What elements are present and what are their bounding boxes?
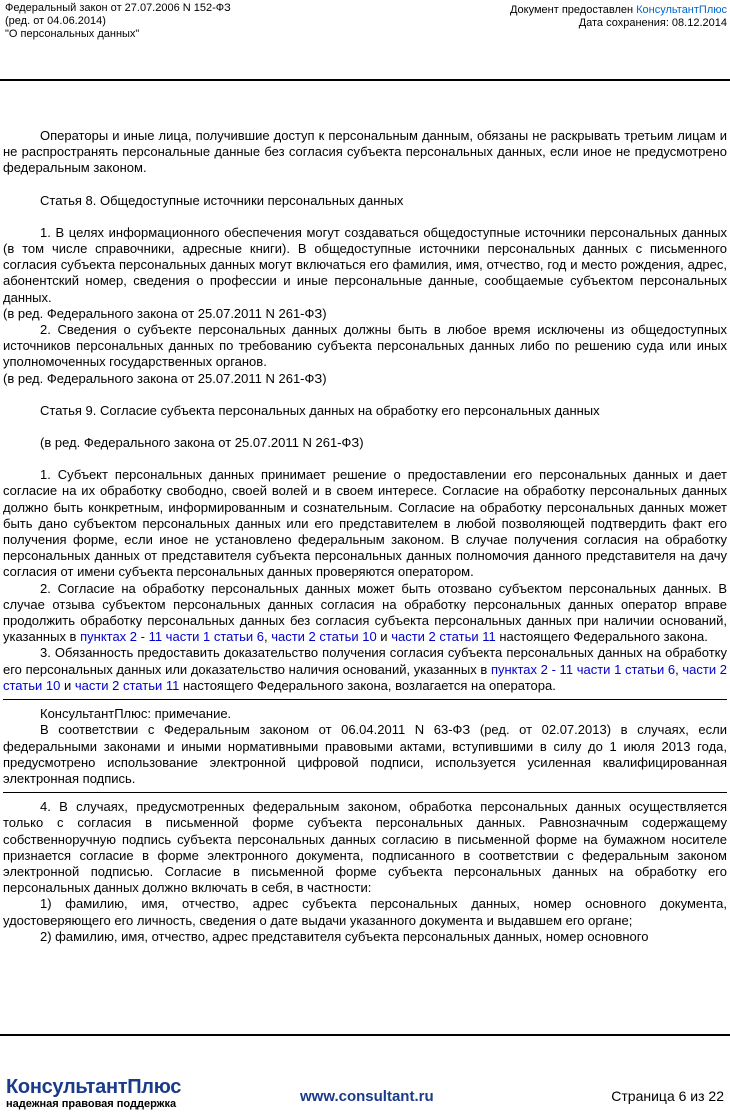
list-item: 2) фамилию, имя, отчество, адрес представителя субъекта персональных данных, номер основного	[40, 928, 649, 944]
logo-name: КонсультантПлюс	[6, 1076, 182, 1098]
link-art6[interactable]: пунктах 2 - 11 части 1 статьи 6	[490, 661, 676, 677]
page-number: Страница 6 из 22	[611, 1088, 724, 1104]
article-9-title: Статья 9. Согласие субъекта персональных данных на обработку его персональных данных	[40, 402, 600, 418]
note-title: КонсультантПлюс: примечание.	[40, 706, 232, 722]
provider-brand[interactable]: КонсультантПлюс	[636, 4, 727, 16]
saved-date: Дата сохранения: 08.12.2014	[578, 17, 727, 29]
paragraph: 2. Сведения о субъекте персональных данных должны быть в любое время исключены из общедоступных источников персональных данных по требованию субъекта персональных данных либо по решению суда или иных уполномоченных государственных органов.	[3, 322, 727, 370]
header-divider	[0, 79, 730, 81]
paragraph: 4. В случаях, предусмотренных федеральным законом, обработка персональных данных осуществляется только с согласия в письменной форме субъекта персональных данных. Равнозначным содержащему собственноручную подпись субъекта персональных данных согласию в письменной форме на бумажном носителе признается согласие в форме электронного документа, подписанного в соответствии с федеральным законом электронной подписью. Согласие в письменной форме субъекта персональных данных на обработку его персональных данных должно включать в себя, в частности:	[3, 799, 727, 896]
document-header-left	[5, 2, 231, 41]
document-header-right	[510, 4, 727, 30]
consultant-logo	[6, 1076, 181, 1111]
edition-note: (в ред. Федерального закона от 25.07.2011 N 261-ФЗ)	[3, 305, 327, 321]
edition-note: (в ред. Федерального закона от 25.07.2011 N 261-ФЗ)	[3, 370, 327, 386]
paragraph: Операторы и иные лица, получившие доступ к персональным данным, обязаны не раскрывать третьим лицам и не распространять персональные данные без согласия субъекта персональных данных, если иное не предусмотрено федеральным законом.	[3, 128, 727, 176]
law-name: "О персональных данных"	[5, 28, 140, 40]
article-8-title: Статья 8. Общедоступные источники персональных данных	[40, 192, 404, 208]
note-text: В соответствии с Федеральным законом от 06.04.2011 N 63-ФЗ (ред. от 02.07.2013) в случаях, если федеральными законами и иными нормативными правовыми актами, вступившими в силу до 1 июля 2013 года, предусмотрено использование электронной цифровой подписи, используется усиленная квалифицированная электронная подпись.	[3, 722, 727, 786]
site-link[interactable]: www.consultant.ru	[300, 1088, 434, 1105]
law-edition: (ред. от 04.06.2014)	[5, 15, 106, 27]
document-body	[3, 128, 727, 945]
edition-note: (в ред. Федерального закона от 25.07.2011 N 261-ФЗ)	[40, 435, 364, 451]
paragraph: 3. Обязанность предоставить доказательство получения согласия субъекта персональных данных на обработку его персональных данных или доказательство наличия оснований, указанных в пунктах 2 - 11 части 1 статьи 6, части 2 статьи 10 и части 2 статьи 11 настоящего Федерального закона, возлагается на оператора.	[3, 645, 727, 693]
list-item: 1) фамилию, имя, отчество, адрес субъекта персональных данных, номер основного документа, удостоверяющего его личность, сведения о дате выдачи указанного документа и выдавшем его органе;	[3, 896, 727, 928]
footer-divider	[0, 1034, 730, 1036]
link-art11[interactable]: части 2 статьи 11	[74, 677, 180, 693]
link-art10[interactable]: части 2 статьи 10	[3, 661, 727, 693]
paragraph: 2. Согласие на обработку персональных данных может быть отозвано субъектом персональных данных. В случае отзыва субъектом персональных данных согласия на обработку персональных данных оператор вправе продолжить обработку персональных данных без согласия субъекта персональных данных при наличии оснований, указанных в пунктах 2 - 11 части 1 статьи 6, части 2 статьи 10 и части 2 статьи 11 настоящего Федерального закона.	[3, 580, 727, 645]
provided-by: Документ предоставлен КонсультантПлюс	[509, 4, 727, 16]
logo-tagline: надежная правовая поддержка	[6, 1098, 177, 1110]
paragraph: 1. Субъект персональных данных принимает решение о предоставлении его персональных данных и дает согласие на их обработку свободно, своей волей и в своем интересе. Согласие на обработку персональных данных должно быть конкретным, информированным и сознательным. Согласие на обработку персональных данных может быть дано субъектом персональных данных или его представителем в любой позволяющей подтвердить факт его получения форме, если иное не установлено федеральным законом. В случае получения согласия на обработку персональных данных от представителя субъекта персональных данных полномочия данного представителя на дачу согласия от имени субъекта персональных данных проверяются оператором.	[3, 467, 727, 580]
link-art6[interactable]: пунктах 2 - 11 части 1 статьи 6	[80, 629, 264, 645]
note-divider	[3, 699, 727, 700]
law-title: Федеральный закон от 27.07.2006 N 152-ФЗ	[5, 2, 231, 14]
link-art11[interactable]: части 2 статьи 11	[391, 629, 496, 645]
link-art10[interactable]: части 2 статьи 10	[271, 629, 377, 645]
note-divider	[3, 792, 727, 793]
paragraph: 1. В целях информационного обеспечения могут создаваться общедоступные источники персональных данных (в том числе справочники, адресные книги). В общедоступные источники персональных данных с письменного согласия субъекта персональных данных могут включаться его фамилия, имя, отчество, год и место рождения, адрес, абонентский номер, сведения о профессии и иные персональные данные, сообщаемые субъектом персональных данных.	[3, 224, 727, 305]
